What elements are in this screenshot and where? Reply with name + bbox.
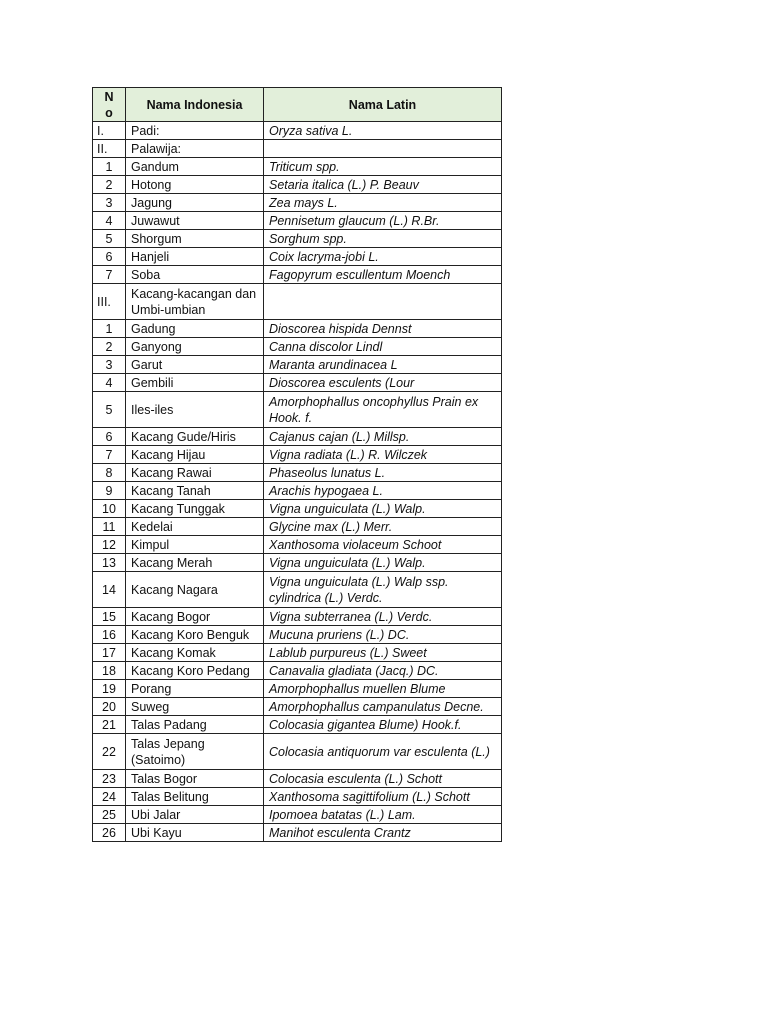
row-number: 6 bbox=[93, 428, 126, 446]
table-row bbox=[93, 194, 502, 212]
indonesian-name-cell: Soba bbox=[126, 266, 264, 284]
row-number: 16 bbox=[93, 626, 126, 644]
table-row bbox=[93, 446, 502, 464]
table-row bbox=[93, 320, 502, 338]
header-indonesian-name: Nama Indonesia bbox=[126, 88, 264, 122]
table-row bbox=[93, 374, 502, 392]
table-row bbox=[93, 230, 502, 248]
indonesian-name-cell: Gadung bbox=[126, 320, 264, 338]
table-row bbox=[93, 662, 502, 680]
indonesian-name-cell: Kacang Koro Pedang bbox=[126, 662, 264, 680]
indonesian-name-cell: Ubi Kayu bbox=[126, 824, 264, 842]
latin-name-cell: Fagopyrum escullentum Moench bbox=[264, 266, 502, 284]
indonesian-name-cell: Kacang Tunggak bbox=[126, 500, 264, 518]
indonesian-name-cell: Juwawut bbox=[126, 212, 264, 230]
table-row bbox=[93, 626, 502, 644]
indonesian-name-cell: Iles-iles bbox=[126, 392, 264, 428]
table-row bbox=[93, 266, 502, 284]
table-row bbox=[93, 716, 502, 734]
row-number: 3 bbox=[93, 356, 126, 374]
table-row bbox=[93, 680, 502, 698]
indonesian-name-cell: Kacang-kacangan dan Umbi-umbian bbox=[126, 284, 264, 320]
latin-name-cell: Amorphophallus oncophyllus Prain ex Hook. f. bbox=[264, 392, 502, 428]
table-body bbox=[93, 122, 502, 842]
indonesian-name-cell: Talas Belitung bbox=[126, 788, 264, 806]
row-number: 23 bbox=[93, 770, 126, 788]
table-row bbox=[93, 500, 502, 518]
latin-name-cell: Xanthosoma sagittifolium (L.) Schott bbox=[264, 788, 502, 806]
indonesian-name-cell: Kacang Hijau bbox=[126, 446, 264, 464]
latin-name-cell: Ipomoea batatas (L.) Lam. bbox=[264, 806, 502, 824]
indonesian-name-cell: Hanjeli bbox=[126, 248, 264, 266]
indonesian-name-cell: Gandum bbox=[126, 158, 264, 176]
row-number: 22 bbox=[93, 734, 126, 770]
indonesian-name-cell: Talas Jepang (Satoimo) bbox=[126, 734, 264, 770]
latin-name-cell: Coix lacryma-jobi L. bbox=[264, 248, 502, 266]
latin-name-cell: Manihot esculenta Crantz bbox=[264, 824, 502, 842]
latin-name-cell: Glycine max (L.) Merr. bbox=[264, 518, 502, 536]
latin-name-cell: Xanthosoma violaceum Schoot bbox=[264, 536, 502, 554]
indonesian-name-cell: Talas Padang bbox=[126, 716, 264, 734]
indonesian-name-cell: Shorgum bbox=[126, 230, 264, 248]
latin-name-cell: Lablub purpureus (L.) Sweet bbox=[264, 644, 502, 662]
table-row bbox=[93, 428, 502, 446]
table-row bbox=[93, 572, 502, 608]
latin-name-cell: Pennisetum glaucum (L.) R.Br. bbox=[264, 212, 502, 230]
indonesian-name-cell: Kimpul bbox=[126, 536, 264, 554]
indonesian-name-cell: Kacang Komak bbox=[126, 644, 264, 662]
table-row bbox=[93, 212, 502, 230]
indonesian-name-cell: Kacang Merah bbox=[126, 554, 264, 572]
latin-name-cell: Vigna unguiculata (L.) Walp. bbox=[264, 554, 502, 572]
table-row bbox=[93, 248, 502, 266]
latin-name-cell: Triticum spp. bbox=[264, 158, 502, 176]
table-row bbox=[93, 788, 502, 806]
row-number: 18 bbox=[93, 662, 126, 680]
row-number: 9 bbox=[93, 482, 126, 500]
row-number: II. bbox=[93, 140, 126, 158]
latin-name-cell: Canavalia gladiata (Jacq.) DC. bbox=[264, 662, 502, 680]
table-row bbox=[93, 806, 502, 824]
indonesian-name-cell: Kacang Gude/Hiris bbox=[126, 428, 264, 446]
latin-name-cell: Amorphophallus campanulatus Decne. bbox=[264, 698, 502, 716]
indonesian-name-cell: Ganyong bbox=[126, 338, 264, 356]
latin-name-cell: Cajanus cajan (L.) Millsp. bbox=[264, 428, 502, 446]
row-number: 3 bbox=[93, 194, 126, 212]
row-number: III. bbox=[93, 284, 126, 320]
indonesian-name-cell: Suweg bbox=[126, 698, 264, 716]
indonesian-name-cell: Kacang Rawai bbox=[126, 464, 264, 482]
row-number: 26 bbox=[93, 824, 126, 842]
latin-name-cell bbox=[264, 140, 502, 158]
row-number: 24 bbox=[93, 788, 126, 806]
row-number: 17 bbox=[93, 644, 126, 662]
latin-name-cell: Oryza sativa L. bbox=[264, 122, 502, 140]
latin-name-cell: Setaria italica (L.) P. Beauv bbox=[264, 176, 502, 194]
table-row bbox=[93, 770, 502, 788]
row-number: 25 bbox=[93, 806, 126, 824]
table-row bbox=[93, 356, 502, 374]
latin-name-cell: Colocasia antiquorum var esculenta (L.) bbox=[264, 734, 502, 770]
row-number: 1 bbox=[93, 320, 126, 338]
table-row bbox=[93, 140, 502, 158]
table-row bbox=[93, 482, 502, 500]
table-row bbox=[93, 158, 502, 176]
row-number: 13 bbox=[93, 554, 126, 572]
latin-name-cell: Maranta arundinacea L bbox=[264, 356, 502, 374]
latin-name-cell: Dioscorea hispida Dennst bbox=[264, 320, 502, 338]
indonesian-name-cell: Talas Bogor bbox=[126, 770, 264, 788]
table-row bbox=[93, 518, 502, 536]
row-number: 2 bbox=[93, 176, 126, 194]
table-row bbox=[93, 392, 502, 428]
table-row bbox=[93, 554, 502, 572]
row-number: 20 bbox=[93, 698, 126, 716]
row-number: 12 bbox=[93, 536, 126, 554]
row-number: 7 bbox=[93, 266, 126, 284]
header-latin-name: Nama Latin bbox=[264, 88, 502, 122]
row-number: 1 bbox=[93, 158, 126, 176]
latin-name-cell: Colocasia gigantea Blume) Hook.f. bbox=[264, 716, 502, 734]
indonesian-name-cell: Kacang Koro Benguk bbox=[126, 626, 264, 644]
indonesian-name-cell: Kacang Nagara bbox=[126, 572, 264, 608]
indonesian-name-cell: Ubi Jalar bbox=[126, 806, 264, 824]
table-row bbox=[93, 464, 502, 482]
table-row bbox=[93, 608, 502, 626]
row-number: 5 bbox=[93, 392, 126, 428]
latin-name-cell: Vigna subterranea (L.) Verdc. bbox=[264, 608, 502, 626]
latin-name-cell: Vigna unguiculata (L.) Walp. bbox=[264, 500, 502, 518]
indonesian-name-cell: Hotong bbox=[126, 176, 264, 194]
table-row bbox=[93, 644, 502, 662]
row-number: 21 bbox=[93, 716, 126, 734]
indonesian-name-cell: Porang bbox=[126, 680, 264, 698]
latin-name-cell: Arachis hypogaea L. bbox=[264, 482, 502, 500]
crop-species-table bbox=[92, 87, 502, 842]
row-number: 6 bbox=[93, 248, 126, 266]
indonesian-name-cell: Jagung bbox=[126, 194, 264, 212]
table-header-row bbox=[93, 88, 502, 122]
latin-name-cell: Phaseolus lunatus L. bbox=[264, 464, 502, 482]
latin-name-cell: Vigna radiata (L.) R. Wilczek bbox=[264, 446, 502, 464]
row-number: 10 bbox=[93, 500, 126, 518]
latin-name-cell bbox=[264, 284, 502, 320]
table-row bbox=[93, 338, 502, 356]
latin-name-cell: Mucuna pruriens (L.) DC. bbox=[264, 626, 502, 644]
indonesian-name-cell: Padi: bbox=[126, 122, 264, 140]
table-row bbox=[93, 176, 502, 194]
row-number: 5 bbox=[93, 230, 126, 248]
row-number: 19 bbox=[93, 680, 126, 698]
table-row bbox=[93, 536, 502, 554]
header-no: No bbox=[93, 88, 126, 122]
indonesian-name-cell: Kacang Bogor bbox=[126, 608, 264, 626]
row-number: 8 bbox=[93, 464, 126, 482]
row-number: 15 bbox=[93, 608, 126, 626]
row-number: 11 bbox=[93, 518, 126, 536]
row-number: I. bbox=[93, 122, 126, 140]
table-row bbox=[93, 824, 502, 842]
row-number: 2 bbox=[93, 338, 126, 356]
row-number: 14 bbox=[93, 572, 126, 608]
latin-name-cell: Canna discolor Lindl bbox=[264, 338, 502, 356]
latin-name-cell: Dioscorea esculents (Lour bbox=[264, 374, 502, 392]
latin-name-cell: Colocasia esculenta (L.) Schott bbox=[264, 770, 502, 788]
latin-name-cell: Amorphophallus muellen Blume bbox=[264, 680, 502, 698]
indonesian-name-cell: Gembili bbox=[126, 374, 264, 392]
indonesian-name-cell: Garut bbox=[126, 356, 264, 374]
row-number: 7 bbox=[93, 446, 126, 464]
indonesian-name-cell: Kacang Tanah bbox=[126, 482, 264, 500]
table-row bbox=[93, 284, 502, 320]
row-number: 4 bbox=[93, 212, 126, 230]
indonesian-name-cell: Kedelai bbox=[126, 518, 264, 536]
table-row bbox=[93, 698, 502, 716]
latin-name-cell: Sorghum spp. bbox=[264, 230, 502, 248]
table-row bbox=[93, 734, 502, 770]
latin-name-cell: Vigna unguiculata (L.) Walp ssp. cylindrica (L.) Verdc. bbox=[264, 572, 502, 608]
row-number: 4 bbox=[93, 374, 126, 392]
table-row bbox=[93, 122, 502, 140]
latin-name-cell: Zea mays L. bbox=[264, 194, 502, 212]
indonesian-name-cell: Palawija: bbox=[126, 140, 264, 158]
